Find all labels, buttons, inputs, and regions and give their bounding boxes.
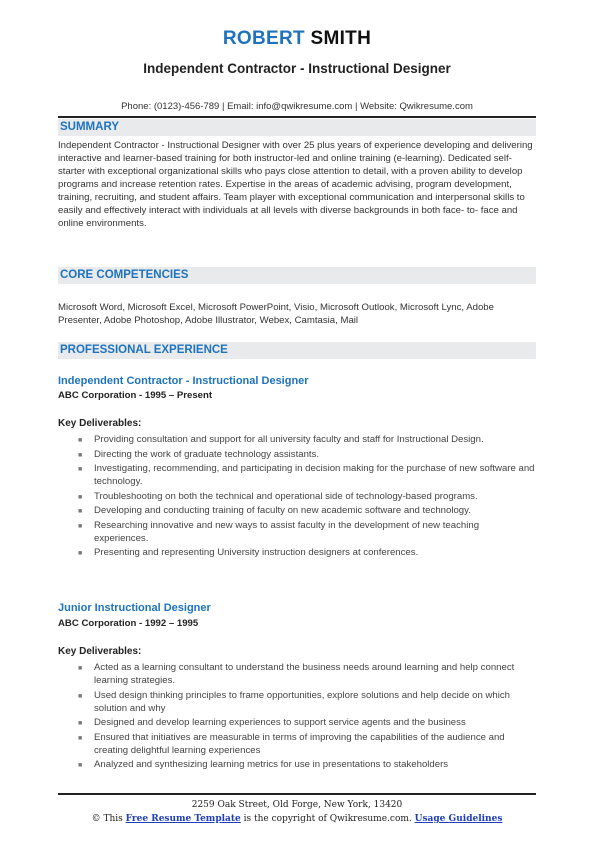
competencies-heading: CORE COMPETENCIES — [58, 267, 536, 284]
summary-text: Independent Contractor - Instructional Designer with over 25 plus years of experience developing and delivering interactive and learner-based training for both instructor-led and online training (e-learning). Dedicated self-starter with exceptional organizational skills who pays close attention to detail, with a proven ability to develop programs and increase retention rates. Expertise in the areas of academic advising, program development, training, recruiting, and student affairs. Team player with exceptional communication and interpersonal skills to easily and effectively interact with individuals at all levels with diverse backgrounds in both face- to- face and online environments. — [58, 140, 533, 229]
bullet-icon: ■ — [78, 762, 83, 769]
list-item: ■ Investigating, recommending, and participating in decision making for the purchase of new software and technology. — [78, 463, 535, 487]
footer-address: 2259 Oak Street, Old Forge, New York, 13420 — [191, 800, 403, 810]
list-item: ■ Ensured that initiatives are measurable in terms of improving the capabilities of the audience and creating delightful learning experiences — [78, 731, 505, 756]
last-name: SMITH — [310, 28, 372, 49]
candidate-title: Independent Contractor - Instructional Designer — [143, 61, 451, 76]
bullet-icon: ■ — [78, 692, 83, 700]
list-item: ■ Analyzed and synthesizing learning metrics for use in presentations to stakeholders — [78, 759, 449, 770]
experience-heading: PROFESSIONAL EXPERIENCE — [58, 342, 536, 359]
deliverables-label: Key Deliverables: — [58, 418, 142, 429]
job-title: Junior Instructional Designer — [58, 602, 211, 614]
contact-line: Phone: (0123)-456-789 | Email: info@qwikresume.com | Website: Qwikresume.com — [121, 101, 473, 112]
bullet-icon: ■ — [78, 493, 83, 501]
header-divider — [58, 116, 536, 118]
bullet-icon: ■ — [78, 734, 83, 742]
first-name: ROBERT — [222, 28, 305, 49]
list-item: ■ Designed and develop learning experiences to support service agents and the business — [78, 717, 466, 728]
job-title: Independent Contractor - Instructional Designer — [58, 375, 309, 387]
list-item: ■ Directing the work of graduate technology assistants. — [78, 448, 320, 460]
job-company: ABC Corporation - 1992 – 1995 — [58, 618, 199, 629]
list-item: ■ Used design thinking principles to frame opportunities, explore solutions and help decide on which solution and why — [78, 689, 510, 714]
candidate-name — [58, 28, 536, 50]
deliverables-label: Key Deliverables: — [58, 646, 142, 657]
usage-guidelines-link[interactable]: Usage Guidelines — [414, 814, 503, 824]
job-bullets — [58, 433, 536, 561]
bullet-icon: ■ — [78, 437, 83, 444]
bullet-icon: ■ — [78, 508, 83, 515]
footer-divider — [58, 793, 536, 795]
bullet-icon: ■ — [78, 720, 83, 727]
list-item: ■ Acted as a learning consultant to understand the business needs around learning and help connect learning strategies. — [78, 662, 515, 686]
bullet-icon: ■ — [78, 451, 83, 459]
list-item: ■ Researching innovative and new ways to assist faculty in the development of new teaching experiences. — [78, 519, 480, 544]
footer-copyright: © This Free Resume Template is the copyright of Qwikresume.com. Usage Guidelines — [91, 814, 503, 824]
list-item: ■ Presenting and representing University instruction designers at conferences. — [78, 547, 419, 558]
competencies-text: Microsoft Word, Microsoft Excel, Microsoft PowerPoint, Visio, Microsoft Outlook, Microsoft Lync, Adobe Presenter, Adobe Photoshop, Adobe Illustrator, Webex, Camtasia, Mail — [58, 302, 494, 326]
job-bullets — [58, 661, 536, 773]
list-item: ■ Troubleshooting on both the technical and operational side of technology-based programs. — [78, 490, 478, 502]
summary-heading: SUMMARY — [58, 119, 536, 136]
job-company: ABC Corporation - 1995 – Present — [58, 390, 213, 401]
list-item: ■ Providing consultation and support for all university faculty and staff for Instructional Design. — [78, 434, 484, 445]
bullet-icon: ■ — [78, 522, 83, 530]
bullet-icon: ■ — [78, 665, 83, 672]
bullet-icon: ■ — [78, 466, 83, 473]
bullet-icon: ■ — [78, 550, 83, 557]
list-item: ■ Developing and conducting training of faculty on new academic software and technology. — [78, 505, 471, 516]
free-resume-template-link[interactable]: Free Resume Template — [125, 814, 241, 824]
